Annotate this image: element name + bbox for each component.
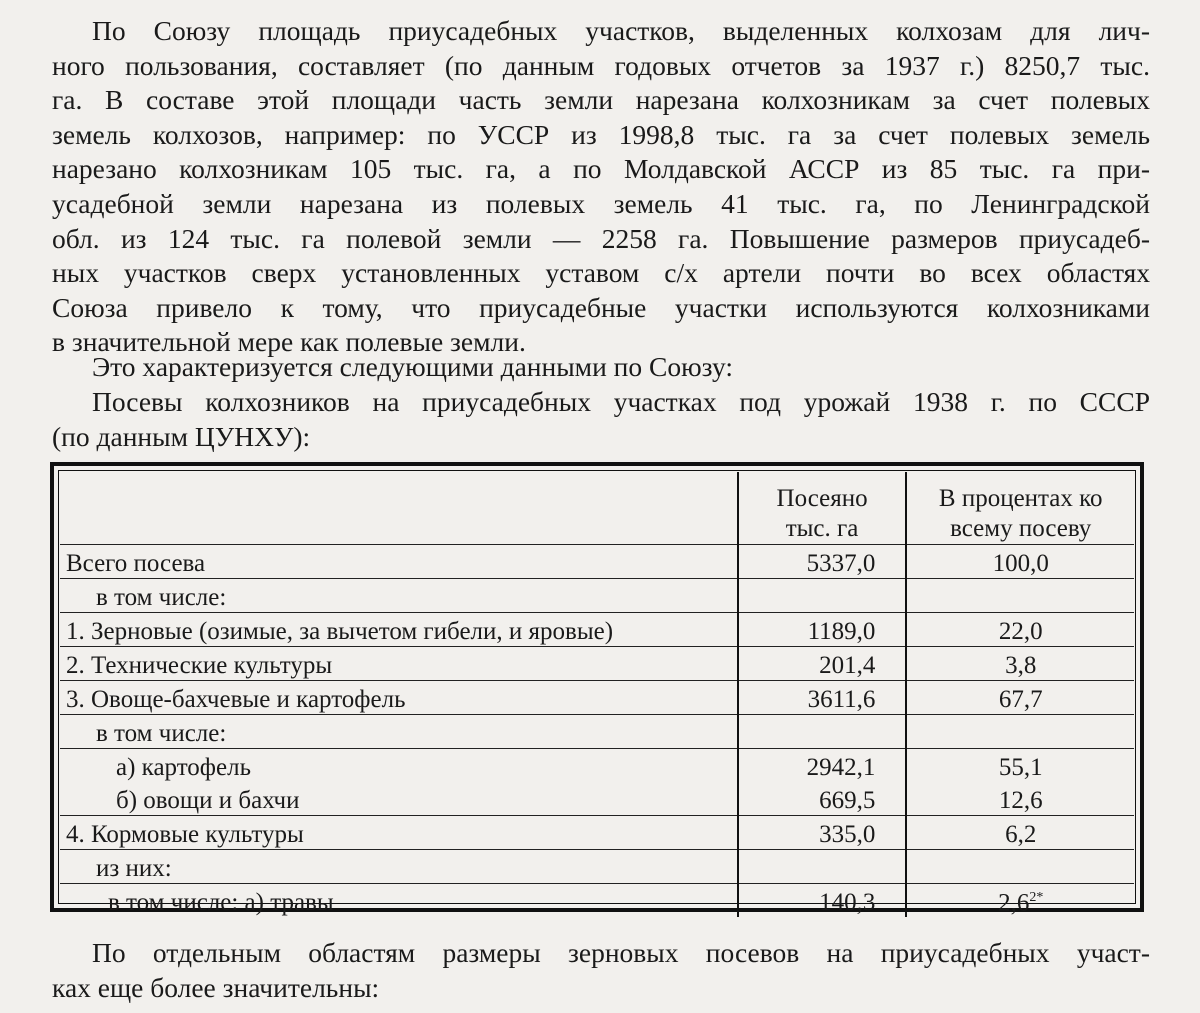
row-sown-value: 1189,0	[738, 613, 907, 647]
table-row	[60, 681, 1134, 715]
row-sown-value: 140,3	[738, 884, 907, 918]
footnote-mark: 2*	[1029, 890, 1044, 905]
percent-text: 22,0	[998, 618, 1043, 645]
row-label: Всего посева	[60, 545, 738, 579]
row-label: 2. Технические культуры	[60, 647, 738, 681]
row-percent-value	[906, 579, 1134, 613]
table-row	[60, 545, 1134, 579]
text-line: обл. из 124 тыс. га полевой земли — 2258 га. Повышение размеров приусадеб-	[52, 222, 1150, 254]
text-line: ных участков сверх установленных уставом с/х артели почти во всех областях	[52, 257, 1150, 289]
row-sown-value: 335,0	[738, 816, 907, 850]
row-label: 3. Овоще-бахчевые и картофель	[60, 681, 738, 715]
row-percent-value	[906, 647, 1134, 681]
row-label: в том числе:	[60, 579, 738, 613]
text-line: ного пользования, составляет (по данным годовых отчетов за 1937 г.) 8250,7 тыс.	[52, 49, 1150, 81]
row-sown-value: 5337,0	[738, 545, 907, 579]
percent-text: 55,1	[998, 754, 1043, 781]
text-line: По отдельным областям размеры зерновых посевов на приусадебных участ-	[92, 937, 1150, 968]
row-sown-value	[738, 579, 907, 613]
table-row	[60, 647, 1134, 681]
row-sown-value: 2942,1	[738, 749, 907, 783]
row-percent-value	[906, 816, 1134, 850]
table-row	[60, 884, 1134, 918]
row-percent-value	[906, 681, 1134, 715]
row-percent-value	[906, 782, 1134, 816]
sowing-table-frame	[50, 462, 1144, 917]
table-row	[60, 715, 1134, 749]
table-row	[60, 816, 1134, 850]
header-percent: В процентах ко всему посеву	[906, 472, 1134, 545]
paragraph-table-caption	[52, 385, 1150, 454]
row-sown-value: 669,5	[738, 782, 907, 816]
row-percent-value	[906, 749, 1134, 783]
text-line: Посевы колхозников на приусадебных участках под урожай 1938 г. по СССР	[92, 386, 1150, 417]
paragraph-regions	[52, 936, 1150, 1005]
header-sown: Посеяно тыс. га	[738, 472, 907, 545]
percent-text: 3,8	[1005, 652, 1037, 679]
row-sown-value: 3611,6	[738, 681, 907, 715]
text-line: в значительной мере как полевые земли.	[52, 326, 526, 358]
row-sown-value: 201,4	[738, 647, 907, 681]
percent-text: 67,7	[998, 686, 1043, 713]
table-row	[60, 579, 1134, 613]
percent-text: 100,0	[992, 550, 1049, 577]
text-line: га. В составе этой площади часть земли нарезана колхозникам за счет полевых	[52, 84, 1150, 116]
row-label: 1. Зерновые (озимые, за вычетом гибели, и яровые)	[60, 613, 738, 647]
paragraph-characterized	[52, 350, 1150, 385]
row-label: а) картофель	[116, 754, 251, 781]
table-header-row	[60, 472, 1134, 545]
text-line: (по данным ЦУНХУ):	[52, 420, 311, 452]
row-label: 4. Кормовые культуры	[60, 816, 738, 850]
percent-text: 2,6	[998, 889, 1030, 917]
text-line: По Союзу площадь приусадебных участков, выделенных колхозам для лич-	[92, 15, 1150, 46]
row-percent-value	[906, 613, 1134, 647]
row-percent-value	[906, 715, 1134, 749]
row-percent-value	[906, 850, 1134, 884]
row-label: в том числе:	[60, 715, 738, 749]
text-line: Это характеризуется следующими данными по Союзу:	[92, 351, 733, 382]
table-row	[60, 850, 1134, 884]
row-label: б) овощи и бахчи	[60, 782, 738, 816]
percent-text: 6,2	[1005, 821, 1037, 848]
text-line: ках еще более значительны:	[52, 971, 380, 1003]
text-line: усадебной земли нарезана из полевых земель 41 тыс. га, по Ленинградской	[52, 187, 1150, 219]
row-label: из них:	[60, 850, 738, 884]
percent-text: 12,6	[998, 787, 1043, 814]
table-body	[60, 545, 1134, 918]
text-line: нарезано колхозникам 105 тыс. га, а по Молдавской АССР из 85 тыс. га при-	[52, 153, 1150, 185]
row-percent-value	[906, 884, 1134, 918]
header-label	[60, 472, 738, 545]
table-row	[60, 613, 1134, 647]
table-row	[60, 749, 1134, 783]
text-line: Союза привело к тому, что приусадебные участки используются колхозниками	[52, 291, 1150, 323]
row-sown-value	[738, 715, 907, 749]
row-label: в том числе: а) травы	[108, 889, 334, 917]
table-row	[60, 782, 1134, 816]
row-percent-value	[906, 545, 1134, 579]
row-sown-value	[738, 850, 907, 884]
sowing-table	[60, 472, 1134, 917]
paragraph-plot-area	[52, 14, 1150, 360]
text-line: земель колхозов, например: по УССР из 1998,8 тыс. га за счет полевых земель	[52, 118, 1150, 150]
